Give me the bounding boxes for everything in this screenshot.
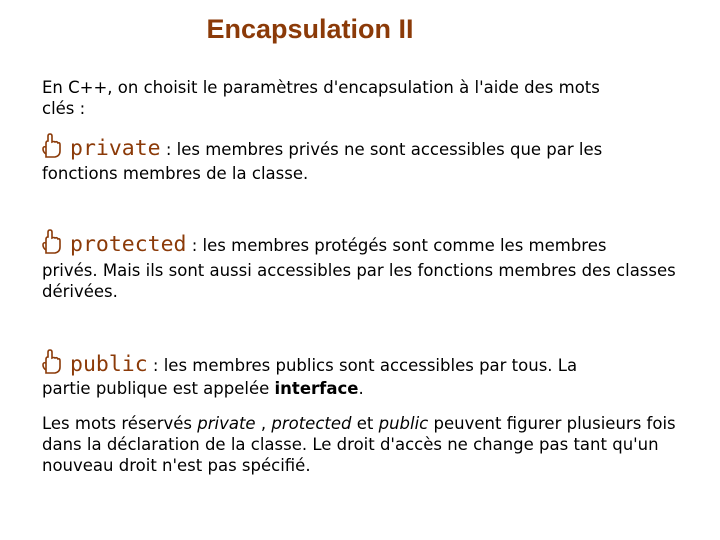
public-description: : les membres publics sont accessibles par tous. La <box>147 356 578 375</box>
bullet-private <box>40 133 602 163</box>
intro-paragraph <box>42 77 692 119</box>
private-description: : les membres privés ne sont accessibles que par les <box>160 140 603 159</box>
pointing-hand-icon <box>40 133 70 163</box>
intro-line-2: clés : <box>42 99 86 118</box>
closing-keyword-private: private <box>197 414 256 433</box>
keyword-private: private <box>70 136 161 161</box>
interface-term: interface <box>274 379 359 398</box>
closing-text-1: Les mots réservés <box>42 414 198 433</box>
pointing-hand-icon <box>40 349 70 379</box>
bullet-protected <box>40 229 606 259</box>
private-continuation: fonctions membres de la classe. <box>42 164 309 183</box>
closing-keyword-protected: protected <box>271 414 352 433</box>
closing-text-3: et <box>351 414 379 433</box>
public-cont-end: . <box>358 379 364 398</box>
protected-continuation: privés. Mais ils sont aussi accessibles par les fonctions membres des classes dérivées. <box>42 261 676 301</box>
pointing-hand-icon <box>40 229 70 259</box>
keyword-protected: protected <box>70 232 187 257</box>
public-continuation <box>42 378 692 399</box>
keyword-public: public <box>70 352 148 377</box>
intro-line-1: En C++, on choisit le paramètres d'encapsulation à l'aide des mots <box>42 78 600 97</box>
page-title: Encapsulation II <box>206 14 414 44</box>
closing-keyword-public: public <box>378 414 429 433</box>
closing-text-4: peuvent figurer plusieurs fois dans la déclaration de la classe. Le droit d'accès ne change pas tant qu'un nouveau droit n'est pas spécifié. <box>42 414 676 475</box>
closing-text-2: , <box>255 414 272 433</box>
bullet-public <box>40 349 577 379</box>
closing-paragraph <box>42 413 692 476</box>
public-cont-text: partie publique est appelée <box>42 379 275 398</box>
protected-description: : les membres protégés sont comme les membres <box>186 236 607 255</box>
